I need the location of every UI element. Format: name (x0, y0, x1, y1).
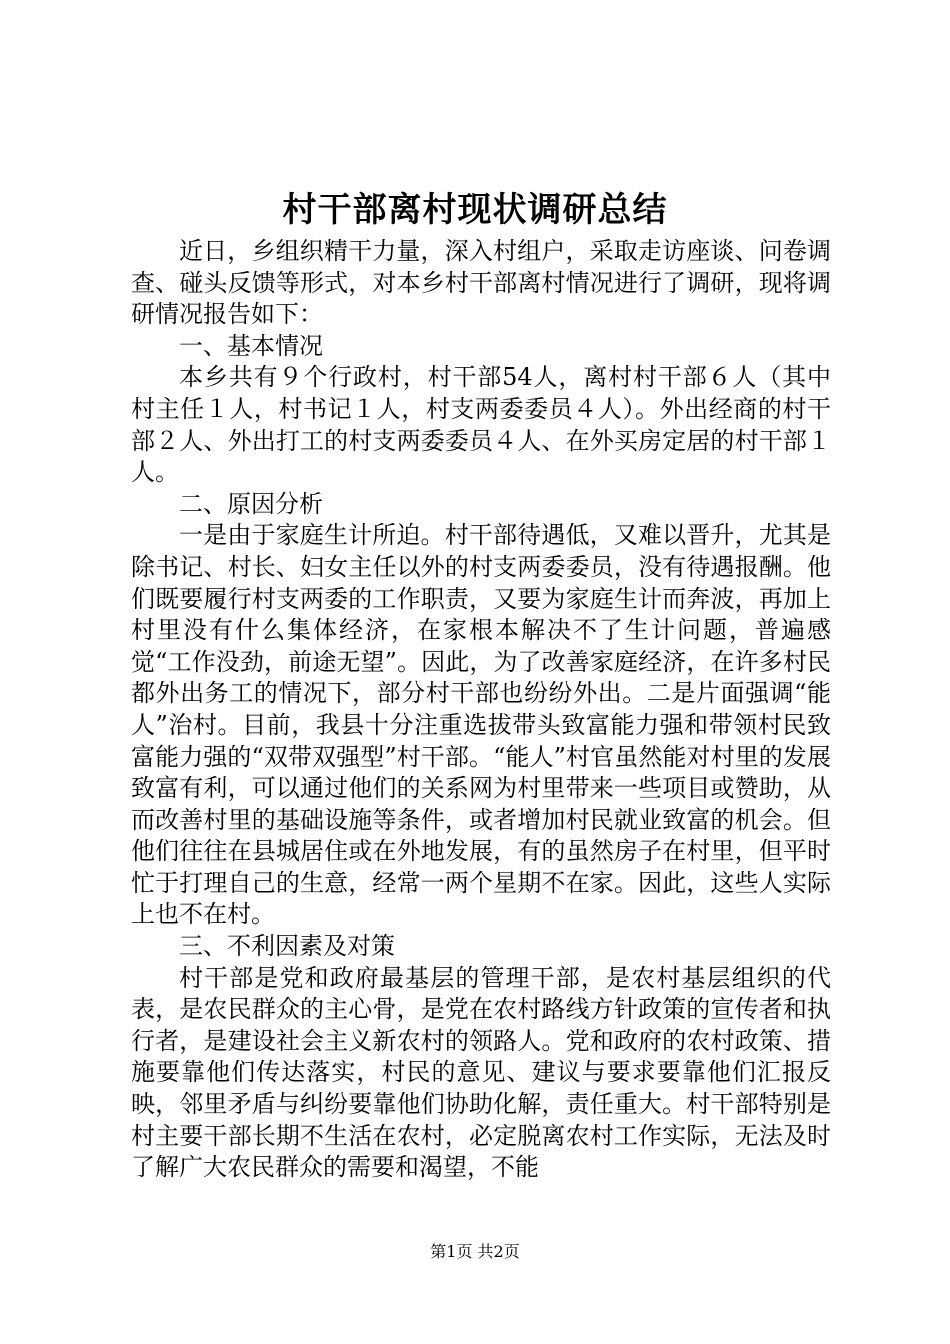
section-heading-causes: 二、原因分析 (179, 489, 323, 518)
paragraph-intro: 近日，乡组织精干力量，深入村组户，采取走访座谈、问卷调查、碰头反馈等形式，对本乡村干部离村情况进行了调研，现将调研情况报告如下： (131, 237, 831, 329)
document-body (131, 236, 831, 1184)
paragraph-basic-situation: 本乡共有９个行政村，村干部54人，离村村干部６人（其中村主任１人，村书记１人，村支两委委员４人）。外出经商的村干部２人、外出打工的村支两委委员４人、在外买房定居的村干部１人。 (131, 363, 831, 487)
page-number-footer: 第1页 共2页 (430, 1242, 520, 1261)
paragraph-factors-countermeasures: 村干部是党和政府最基层的管理干部，是农村基层组织的代表，是农民群众的主心骨，是党在农村路线方针政策的宣传者和执行者，是建设社会主义新农村的领路人。党和政府的农村政策、措施要靠他们传达落实，村民的意见、建议与要求要靠他们汇报反映，邻里矛盾与纠纷要靠他们协助化解，责任重大。村干部特别是村主要干部长期不生活在农村，必定脱离农村工作实际，无法及时了解广大农民群众的需要和渴望，不能 (131, 963, 831, 1182)
section-heading-basic: 一、基本情况 (179, 331, 323, 360)
document-title: 村干部离村现状调研总结 (282, 190, 668, 230)
paragraph-cause-analysis: 一是由于家庭生计所迫。村干部待遇低，又难以晋升，尤其是除书记、村长、妇女主任以外的村支两委委员，没有待遇报酬。他们既要履行村支两委的工作职责，又要为家庭生计而奔波，再加上村里没有什么集体经济，在家根本解决不了生计问题，普遍感觉“工作没劲，前途无望”。因此，为了改善家庭经济，在许多村民都外出务工的情况下，部分村干部也纷纷外出。二是片面强调“能人”治村。目前，我县十分注重选拔带头致富能力强和带领村民致富能力强的“双带双强型”村干部。“能人”村官虽然能对村里的发展致富有利，可以通过他们的关系网为村里带来一些项目或赞助，从而改善村里的基础设施等条件，或者增加村民就业致富的机会。但他们往往在县城居住或在外地发展，有的虽然房子在村里，但平时忙于打理自己的生意，经常一两个星期不在家。因此，这些人实际上也不在村。 (131, 521, 831, 929)
section-heading-factors: 三、不利因素及对策 (179, 932, 395, 961)
